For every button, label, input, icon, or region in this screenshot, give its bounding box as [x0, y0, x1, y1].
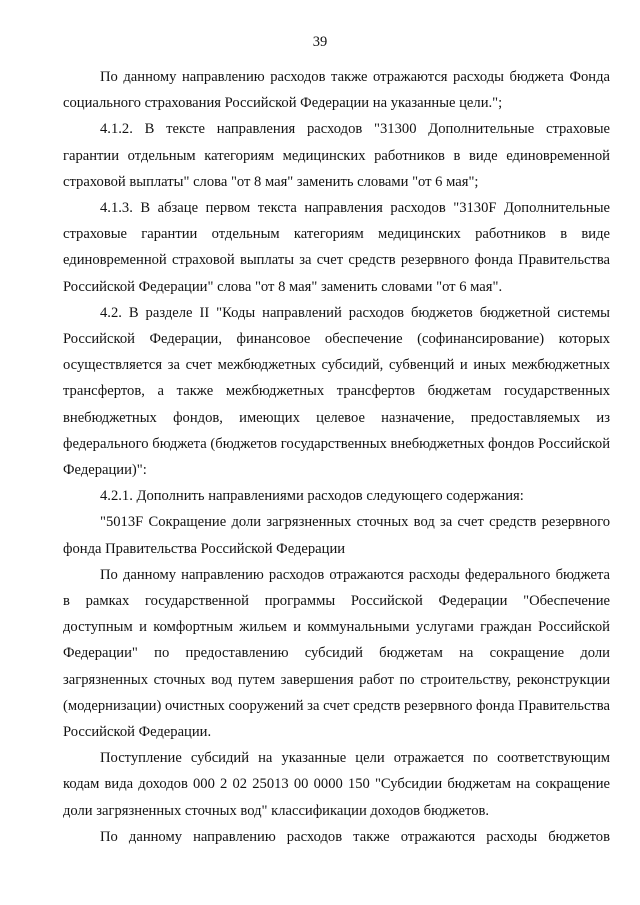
- page-number: 39: [312, 34, 328, 50]
- paragraph-fss-expenses: По данному направлению расходов также отражаются расходы бюджета Фонда социального страхования Российской Федерации на указанные цели.";: [63, 69, 610, 112]
- paragraph-budgets-continued: По данному направлению расходов также отражаются расходы бюджетов: [100, 828, 610, 845]
- paragraph-5013f-title: "5013F Сокращение доли загрязненных сточных вод за счет средств резервного фонда Правительства Российской Федерации: [63, 514, 610, 557]
- paragraph-4-1-2: 4.1.2. В тексте направления расходов "31300 Дополнительные страховые гарантии отдельным категориям медицинских работников в виде единовременной страховой выплаты" слова "от 8 мая" заменить словами "от 6 мая";: [63, 121, 610, 190]
- document-body: [63, 64, 610, 850]
- paragraph-4-2: 4.2. В разделе II "Коды направлений расходов бюджетов бюджетной системы Российской Федерации, финансовое обеспечение (софинансирование) которых осуществляется за счет межбюджетных субсидий, субвенций и иных межбюджетных трансфертов, а также межбюджетных трансфертов бюджетам государственных внебюджетных фондов, имеющих целевое назначение, предоставляемых из федерального бюджета (бюджетов государственных внебюджетных фондов Российской Федерации)":: [63, 304, 610, 479]
- paragraph-5013f-description: По данному направлению расходов отражаются расходы федерального бюджета в рамках государственной программы Российской Федерации "Обеспечение доступным и комфортным жильем и коммунальными услугами граждан Российской Федерации" по предоставлению субсидий бюджетам на сокращение доли загрязненных сточных вод путем завершения работ по строительству, реконструкции (модернизации) очистных сооружений за счет средств резервного фонда Правительства Российской Федерации.: [63, 566, 610, 741]
- paragraph-subsidy-income: Поступление субсидий на указанные цели отражается по соответствующим кодам вида доходов 000 2 02 25013 00 0000 150 "Субсидии бюджетам на сокращение доли загрязненных сточных вод" классификации доходов бюджетов.: [63, 750, 610, 819]
- paragraph-4-1-3: 4.1.3. В абзаце первом текста направления расходов "3130F Дополнительные страховые гарантии отдельным категориям медицинских работников в виде единовременной страховой выплаты за счет средств резервного фонда Правительства Российской Федерации" слова "от 8 мая" заменить словами "от 6 мая".: [63, 200, 610, 295]
- paragraph-4-2-1: 4.2.1. Дополнить направлениями расходов следующего содержания:: [100, 488, 524, 505]
